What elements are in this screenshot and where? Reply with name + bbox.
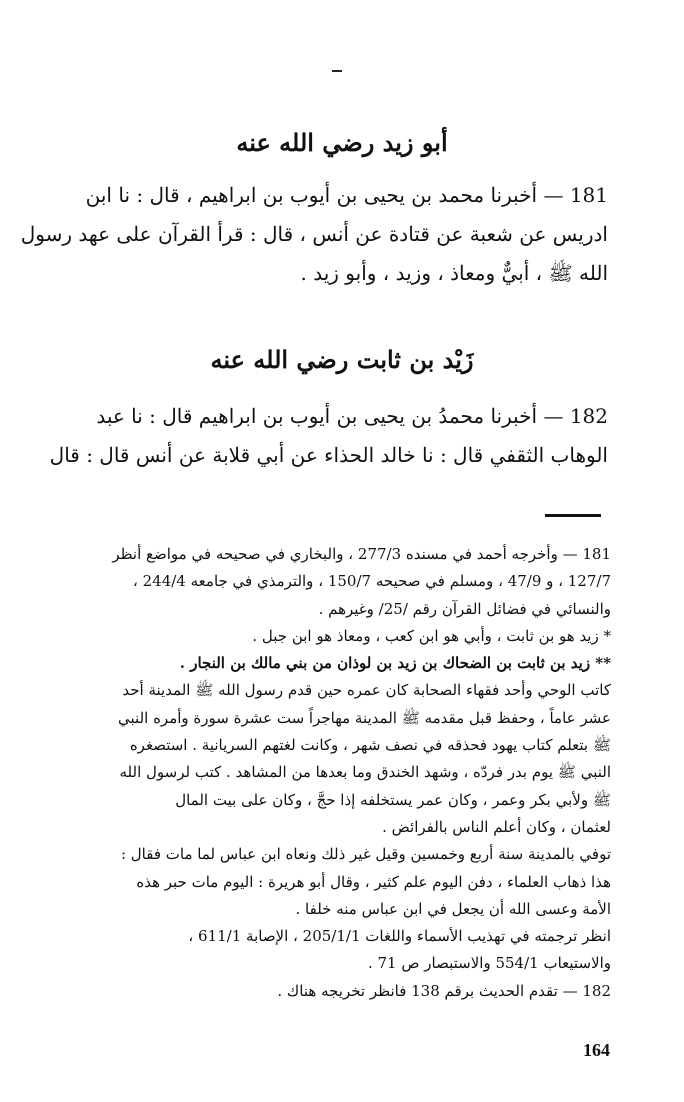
hadith-181-line: 181 — أخبرنا محمد بن يحيى بن أيوب بن ابراهيم ، قال : نا ابن <box>85 183 608 207</box>
hadith-182-line: الوهاب الثقفي قال : نا خالد الحذاء عن أبي قلابة عن أنس قال : قال <box>49 443 608 467</box>
footnote-line: والنسائي في فضائل القرآن رقم /25/ وغيرهم . <box>318 599 611 618</box>
footnote-line: انظر ترجمته في تهذيب الأسماء واللغات 205/1/1 ، الإصابة 611/1 ، <box>188 927 611 946</box>
footnote-line: 182 — تقدم الحديث برقم 138 فانظر تخريجه هناك . <box>277 981 611 1000</box>
footnote-line: ﷺ ولأبي بكر وعمر ، وكان عمر يستخلفه إذا حجَّ ، وكان على بيت المال <box>175 790 611 809</box>
hadith-181-line: الله ﷺ ، أبيٌّ ومعاذ ، وزيد ، وأبو زيد . <box>300 261 608 285</box>
footnote-line: 127/7 ، و 47/9 ، ومسلم في صحيحه 150/7 ، والترمذي في جامعه 244/4 ، <box>133 572 611 591</box>
footnote-line: * زيد هو بن ثابت ، وأبي هو ابن كعب ، ومعاذ هو ابن جبل . <box>252 626 611 645</box>
footnote-line: ** زيد بن ثابت بن الضحاك بن زيد بن لوذان من بني مالك بن النجار . <box>179 654 611 673</box>
top-dash-mark <box>332 70 342 72</box>
hadith-182 <box>48 397 608 475</box>
footnote-line: والاستيعاب 554/1 والاستبصار ص 71 . <box>367 954 611 973</box>
footnote-line: لعثمان ، وكان أعلم الناس بالفرائض . <box>382 817 611 836</box>
footnote-line: ﷺ بتعلم كتاب يهود فحذقه في نصف شهر ، وكانت لغتهم السريانية . استصغره <box>129 736 611 755</box>
footnote-line: النبي ﷺ يوم بدر فردّه ، وشهد الخندق وما بعدها من المشاهد . كتب لرسول الله <box>119 763 611 782</box>
heading-abu-zayd: أبو زيد رضي الله عنه <box>236 128 448 157</box>
hadith-181 <box>20 176 608 293</box>
page-number: 164 <box>583 1040 610 1060</box>
footnote-line: عشر عاماً ، وحفظ قبل مقدمه ﷺ المدينة مهاجراً ست عشرة سورة وأمره النبي <box>118 708 611 727</box>
footnotes <box>36 541 611 1005</box>
heading-zayd-ibn-thabit: زَيْد بن ثابت رضي الله عنه <box>210 345 474 374</box>
footnote-line: كاتب الوحي وأحد فقهاء الصحابة كان عمره حين قدم رسول الله ﷺ المدينة أحد <box>122 681 611 700</box>
footnote-line: الأمة وعسى الله أن يجعل في ابن عباس منه خلفا . <box>295 899 611 918</box>
footnote-separator <box>545 514 601 517</box>
footnote-line: توفي بالمدينة سنة أربع وخمسين وقيل غير ذلك ونعاه ابن عباس لما مات فقال : <box>120 845 611 864</box>
hadith-182-line: 182 — أخبرنا محمدُ بن يحيى بن أيوب بن ابراهيم قال : نا عبد <box>96 404 608 428</box>
footnote-line: 181 — وأخرجه أحمد في مسنده 277/3 ، والبخاري في صحيحه في مواضع أنظر <box>112 545 611 563</box>
footnote-line: هذا ذهاب العلماء ، دفن اليوم علم كثير ، وقال أبو هريرة : اليوم مات حبر هذه <box>136 872 611 891</box>
hadith-181-line: ادريس عن شعبة عن قتادة عن أنس ، قال : قرأ القرآن على عهد رسول <box>20 222 608 246</box>
